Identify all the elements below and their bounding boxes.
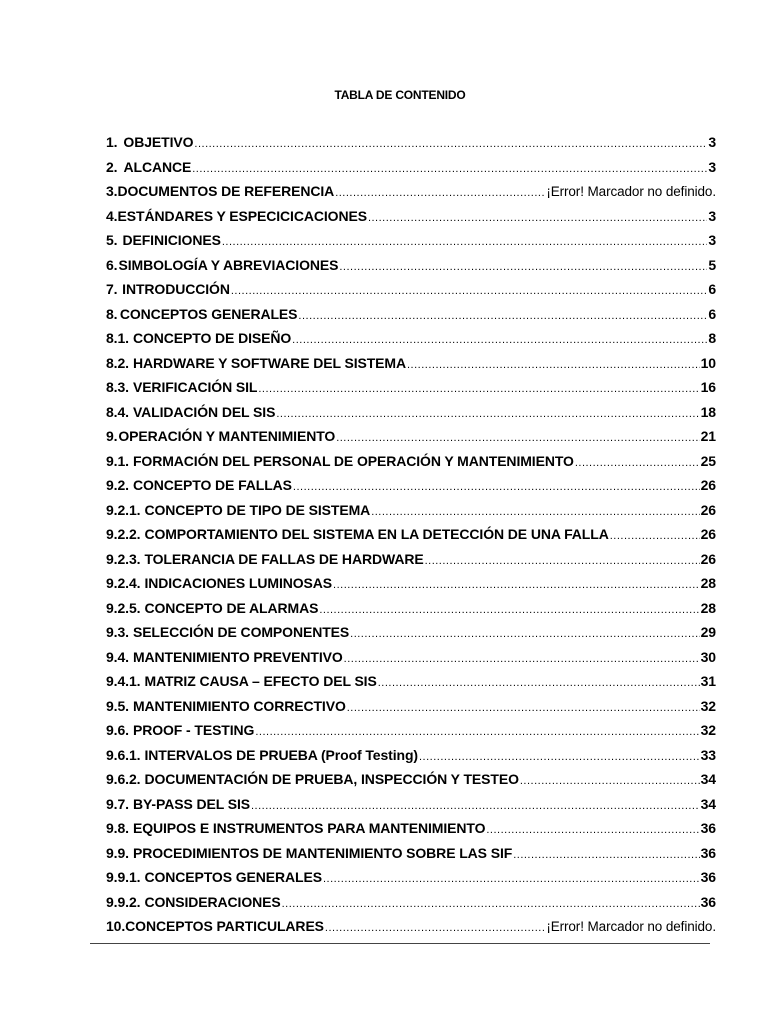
toc-entry-label: SELECCIÓN DE COMPONENTES	[132, 624, 350, 640]
toc-entry[interactable]	[106, 526, 716, 551]
toc-entry-number: 5.	[106, 232, 118, 248]
toc-entry-page: 26	[700, 501, 716, 518]
toc-entry-page: 29	[700, 624, 716, 640]
toc-entry-label: CONCEPTO DE DISEÑO	[132, 330, 292, 346]
toc-entry-page: 10	[700, 354, 716, 371]
toc-entry-page: 6	[708, 281, 716, 297]
toc-entry-number: 1.	[106, 134, 118, 150]
toc-entry-label: OBJETIVO	[123, 134, 194, 150]
toc-entry-number: 9.8.	[106, 820, 129, 836]
toc-entry[interactable]	[106, 673, 716, 698]
dot-leader	[520, 775, 700, 787]
toc-entry-label: VERIFICACIÓN SIL	[132, 379, 258, 395]
toc-entry[interactable]	[106, 845, 716, 870]
toc-entry[interactable]	[106, 428, 716, 453]
toc-entry-number: 9.6.	[106, 722, 129, 738]
dot-leader	[347, 702, 700, 714]
dot-leader	[319, 604, 699, 616]
toc-entry-number: 8.3.	[106, 379, 129, 395]
toc-entry[interactable]	[106, 306, 716, 331]
toc-title: TABLA DE CONTENIDO	[334, 88, 466, 102]
toc-entry-page: 16	[700, 379, 716, 395]
toc-entry-page: 5	[708, 256, 716, 273]
toc-entry-label: CONCEPTO DE ALARMAS	[144, 599, 319, 616]
dot-leader	[258, 383, 699, 395]
toc-entry-page: 34	[700, 795, 716, 812]
toc-entry-page: 3	[708, 207, 716, 224]
toc-entry-page: 21	[700, 428, 716, 444]
toc-entry-number: 9.2.	[106, 477, 129, 493]
toc-entry[interactable]	[106, 502, 716, 527]
toc-entry-label: CONCEPTO DE FALLAS	[132, 477, 292, 493]
toc-entry-number: 9.3.	[106, 624, 129, 640]
toc-entry[interactable]	[106, 330, 716, 355]
toc-entry-page: 28	[700, 599, 716, 616]
dot-leader	[368, 212, 707, 224]
toc-entry-label: EQUIPOS E INSTRUMENTOS PARA MANTENIMIENTO	[132, 820, 486, 836]
toc-entry-number: 10.	[106, 918, 126, 934]
toc-entry-label: MATRIZ CAUSA – EFECTO DEL SIS	[144, 673, 377, 689]
toc-entry-page: 36	[700, 820, 716, 836]
toc-entry-label: INTRODUCCIÓN	[122, 281, 230, 297]
toc-entry-label: VALIDACIÓN DEL SIS	[132, 403, 276, 420]
toc-entry-label: OPERACIÓN Y MANTENIMIENTO	[118, 428, 336, 444]
toc-entry-page: 8	[708, 330, 716, 346]
toc-entry-label: CONCEPTOS GENERALES	[119, 305, 298, 322]
toc-entry-label: TOLERANCIA DE FALLAS DE HARDWARE	[144, 550, 424, 567]
toc-entry-number: 9.4.	[106, 648, 129, 665]
toc-entry-number: 9.6.1.	[106, 746, 141, 763]
toc-entry-page: 34	[700, 771, 716, 787]
toc-entry[interactable]	[106, 281, 716, 306]
toc-entry-page: 32	[700, 697, 716, 714]
dot-leader	[336, 432, 699, 444]
toc-entry-page: 26	[700, 477, 716, 493]
toc-entry[interactable]	[106, 551, 716, 576]
dot-leader	[419, 751, 700, 763]
toc-entry-page: 36	[700, 893, 716, 910]
toc-entry-label: CONCEPTO DE TIPO DE SISTEMA	[144, 501, 371, 518]
toc-entry-number: 9.5.	[106, 697, 129, 714]
toc-entry-label: BY-PASS DEL SIS	[132, 795, 250, 812]
toc-entry-number: 9.2.2.	[106, 526, 141, 542]
toc-entry-page: 33	[700, 746, 716, 763]
toc-entry[interactable]	[106, 183, 716, 208]
toc-entry-number: 4.	[106, 207, 118, 224]
dot-leader	[378, 677, 700, 689]
dot-leader	[282, 898, 700, 910]
table-of-contents	[106, 134, 716, 943]
dot-leader	[513, 849, 699, 861]
toc-entry-number: 9.2.1.	[106, 501, 141, 518]
toc-entry[interactable]	[106, 477, 716, 502]
toc-entry[interactable]	[106, 869, 716, 894]
toc-entry-error: ¡Error! Marcador no definido.	[546, 919, 716, 934]
toc-entry-label: CONSIDERACIONES	[144, 893, 281, 910]
toc-entry-page: 26	[700, 526, 716, 542]
toc-entry-page: 6	[708, 305, 716, 322]
toc-entry[interactable]	[106, 820, 716, 845]
toc-entry-number: 8.2.	[106, 354, 129, 371]
toc-entry-number: 6.	[106, 256, 118, 273]
toc-entry-number: 9.2.4.	[106, 575, 141, 591]
toc-entry-page: 3	[708, 158, 716, 175]
toc-entry-label: INDICACIONES LUMINOSAS	[144, 575, 333, 591]
toc-entry-number: 9.9.2.	[106, 893, 141, 910]
toc-entry-label: ALCANCE	[123, 158, 192, 175]
toc-entry-number: 9.6.2.	[106, 771, 141, 787]
toc-entry[interactable]	[106, 379, 716, 404]
toc-entry[interactable]	[106, 575, 716, 600]
toc-entry[interactable]	[106, 624, 716, 649]
toc-entry[interactable]	[106, 208, 716, 233]
toc-entry-page: 26	[700, 550, 716, 567]
dot-leader	[425, 555, 700, 567]
toc-entry-page: 36	[700, 844, 716, 861]
toc-entry-number: 2.	[106, 158, 118, 175]
dot-leader	[339, 261, 707, 273]
toc-entry-page: 31	[700, 673, 716, 689]
dot-leader	[486, 824, 699, 836]
toc-entry-label: HARDWARE Y SOFTWARE DEL SISTEMA	[132, 354, 406, 371]
toc-entry[interactable]	[106, 722, 716, 747]
toc-entry-label: PROCEDIMIENTOS DE MANTENIMIENTO SOBRE LAS SIF	[132, 844, 513, 861]
toc-entry-number: 9.4.1.	[106, 673, 141, 689]
toc-entry-page: 25	[700, 452, 716, 469]
toc-entry[interactable]	[106, 232, 716, 257]
dot-leader	[298, 310, 707, 322]
dot-leader	[335, 187, 545, 199]
toc-entry-number: 8.	[106, 305, 118, 322]
toc-entry-number: 9.9.	[106, 844, 129, 861]
dot-leader	[407, 359, 700, 371]
toc-entry[interactable]	[106, 918, 716, 943]
toc-entry-label: MANTENIMIENTO CORRECTIVO	[132, 697, 346, 714]
toc-entry-label: SIMBOLOGÍA Y ABREVIACIONES	[118, 256, 339, 273]
toc-entry-label: FORMACIÓN DEL PERSONAL DE OPERACIÓN Y MANTENIMIENTO	[132, 452, 574, 469]
dot-leader	[333, 579, 700, 591]
toc-entry[interactable]	[106, 698, 716, 723]
dot-leader	[344, 653, 700, 665]
toc-entry-number: 8.1.	[106, 330, 129, 346]
toc-entry-number: 8.4.	[106, 403, 129, 420]
dot-leader	[255, 726, 699, 738]
toc-entry[interactable]	[106, 355, 716, 380]
toc-entry[interactable]	[106, 453, 716, 478]
toc-entry-number: 9.7.	[106, 795, 129, 812]
dot-leader	[231, 285, 707, 297]
toc-entry-page: 18	[700, 403, 716, 420]
toc-entry[interactable]	[106, 404, 716, 429]
toc-entry[interactable]	[106, 747, 716, 772]
toc-entry-number: 9.2.3.	[106, 550, 141, 567]
toc-entry-number: 7.	[106, 281, 118, 297]
toc-entry-label: ESTÁNDARES Y ESPECICICACIONES	[117, 207, 367, 224]
toc-entry-label: PROOF - TESTING	[132, 722, 255, 738]
toc-entry-page: 30	[700, 648, 716, 665]
toc-entry[interactable]	[106, 771, 716, 796]
dot-leader	[192, 163, 707, 175]
toc-entry-label: DOCUMENTACIÓN DE PRUEBA, INSPECCIÓN Y TESTEO	[144, 771, 519, 787]
dot-leader	[371, 506, 699, 518]
dot-leader	[350, 628, 699, 640]
toc-entry-error: ¡Error! Marcador no definido.	[546, 184, 716, 199]
toc-entry-label: COMPORTAMIENTO DEL SISTEMA EN LA DETECCIÓN DE UNA FALLA	[144, 526, 609, 542]
dot-leader	[610, 530, 700, 542]
toc-entry-page: 32	[700, 722, 716, 738]
toc-entry[interactable]	[106, 257, 716, 282]
dot-leader	[323, 873, 700, 885]
toc-entry-label: DEFINICIONES	[122, 232, 221, 248]
dot-leader	[292, 334, 707, 346]
toc-entry-page: 36	[700, 869, 716, 885]
dot-leader	[276, 408, 699, 420]
toc-entry-label: DOCUMENTOS DE REFERENCIA	[117, 183, 335, 199]
dot-leader	[222, 236, 707, 248]
toc-entry-page: 3	[708, 134, 716, 150]
toc-entry-label: INTERVALOS DE PRUEBA (Proof Testing)	[144, 746, 418, 763]
toc-entry-label: MANTENIMIENTO PREVENTIVO	[132, 648, 343, 665]
dot-leader	[293, 481, 700, 493]
toc-entry[interactable]	[106, 894, 716, 919]
toc-entry-page: 28	[700, 575, 716, 591]
toc-entry-page: 3	[708, 232, 716, 248]
toc-entry[interactable]	[106, 134, 716, 159]
toc-entry-label: CONCEPTOS PARTICULARES	[125, 918, 324, 934]
toc-entry-number: 9.	[106, 428, 118, 444]
dot-leader	[194, 138, 707, 150]
toc-entry-label: CONCEPTOS GENERALES	[144, 869, 322, 885]
toc-entry[interactable]	[106, 649, 716, 674]
toc-entry[interactable]	[106, 159, 716, 184]
toc-entry-number: 9.9.1.	[106, 869, 141, 885]
toc-entry[interactable]	[106, 600, 716, 625]
toc-entry-number: 9.2.5.	[106, 599, 141, 616]
dot-leader	[251, 800, 700, 812]
dot-leader	[575, 457, 700, 469]
footer-divider	[90, 943, 710, 944]
toc-entry-number: 3.	[106, 183, 118, 199]
toc-entry-number: 9.1.	[106, 452, 129, 469]
dot-leader	[325, 922, 545, 934]
toc-entry[interactable]	[106, 796, 716, 821]
